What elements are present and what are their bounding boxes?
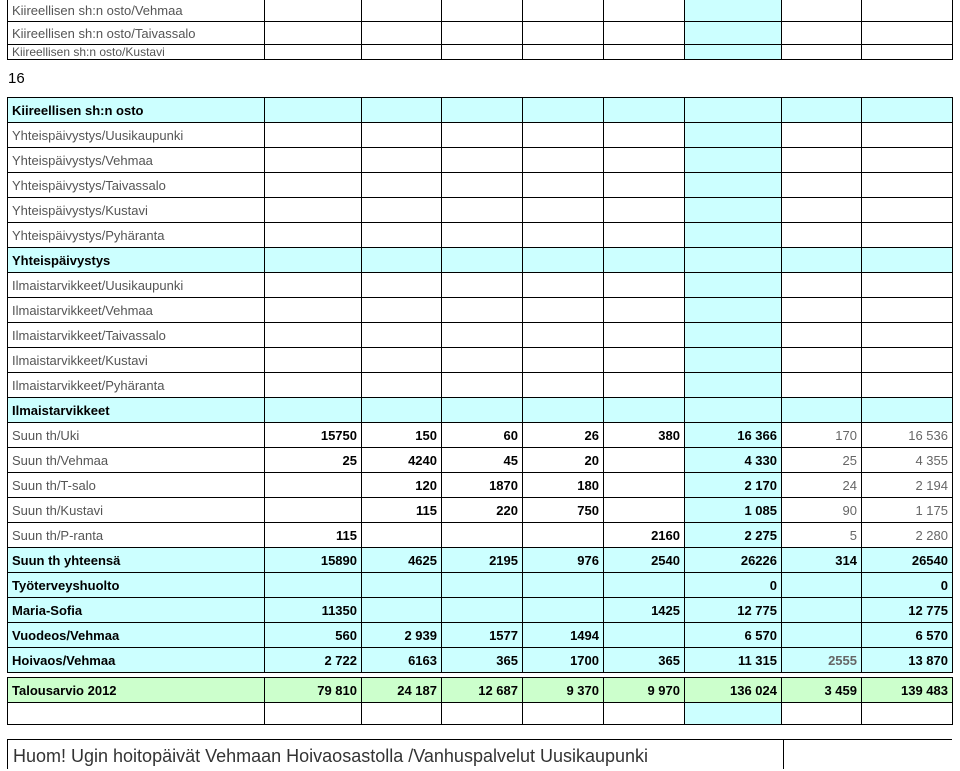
value-cell[interactable]	[523, 173, 604, 198]
value-cell[interactable]	[862, 348, 953, 373]
value-cell[interactable]	[265, 473, 362, 498]
value-cell[interactable]	[523, 398, 604, 423]
value-cell[interactable]: 2160	[604, 523, 685, 548]
value-cell[interactable]	[862, 703, 953, 725]
table-row	[8, 398, 953, 423]
value-cell[interactable]	[862, 0, 953, 22]
value-cell[interactable]: 560	[265, 623, 362, 648]
value-cell[interactable]	[604, 448, 685, 473]
table-row	[8, 273, 953, 298]
value-cell[interactable]	[685, 373, 782, 398]
value-cell[interactable]: 9 970	[604, 678, 685, 703]
value-cell[interactable]	[685, 298, 782, 323]
table-row	[8, 548, 953, 573]
value-cell[interactable]	[265, 498, 362, 523]
row-label[interactable]: Ilmaistarvikkeet/Pyhäranta	[8, 373, 265, 398]
table-row	[8, 173, 953, 198]
value-cell[interactable]	[442, 523, 523, 548]
value-cell[interactable]	[604, 473, 685, 498]
value-cell[interactable]	[862, 398, 953, 423]
table-row	[8, 573, 953, 598]
value-cell[interactable]	[442, 703, 523, 725]
value-cell[interactable]	[523, 348, 604, 373]
value-cell[interactable]	[604, 348, 685, 373]
value-cell[interactable]	[265, 703, 362, 725]
value-cell[interactable]	[442, 173, 523, 198]
value-cell[interactable]: 150	[362, 423, 442, 448]
value-cell[interactable]	[685, 148, 782, 173]
page-number: 16	[8, 70, 25, 87]
value-cell[interactable]	[362, 45, 442, 60]
value-cell[interactable]: 90	[782, 498, 862, 523]
value-cell[interactable]: 15890	[265, 548, 362, 573]
value-cell[interactable]: 6 570	[685, 623, 782, 648]
value-cell[interactable]	[442, 123, 523, 148]
value-cell[interactable]	[523, 373, 604, 398]
table-row	[8, 148, 953, 173]
value-cell[interactable]	[362, 148, 442, 173]
table-row	[8, 598, 953, 623]
value-cell[interactable]	[265, 0, 362, 22]
value-cell[interactable]	[523, 98, 604, 123]
table-row	[8, 523, 953, 548]
value-cell[interactable]	[782, 0, 862, 22]
value-cell[interactable]	[782, 123, 862, 148]
value-cell[interactable]: 1 085	[685, 498, 782, 523]
value-cell[interactable]	[362, 523, 442, 548]
value-cell[interactable]	[685, 0, 782, 22]
value-cell[interactable]: 12 775	[862, 598, 953, 623]
value-cell[interactable]	[862, 123, 953, 148]
value-cell[interactable]: 4240	[362, 448, 442, 473]
value-cell[interactable]: 24 187	[362, 678, 442, 703]
value-cell[interactable]	[442, 273, 523, 298]
row-label[interactable]: Ilmaistarvikkeet/Kustavi	[8, 348, 265, 373]
row-label[interactable]: Kiireellisen sh:n osto/Taivassalo	[8, 22, 265, 45]
value-cell[interactable]	[782, 22, 862, 45]
value-cell[interactable]	[782, 398, 862, 423]
value-cell[interactable]	[362, 273, 442, 298]
value-cell[interactable]: 26226	[685, 548, 782, 573]
value-cell[interactable]	[523, 573, 604, 598]
value-cell[interactable]: 2 722	[265, 648, 362, 673]
value-cell[interactable]	[265, 298, 362, 323]
value-cell[interactable]: 139 483	[862, 678, 953, 703]
value-cell[interactable]	[782, 598, 862, 623]
value-cell[interactable]	[782, 248, 862, 273]
table-row	[8, 198, 953, 223]
table-row	[8, 498, 953, 523]
value-cell[interactable]: 5	[782, 523, 862, 548]
value-cell[interactable]	[362, 123, 442, 148]
value-cell[interactable]	[265, 323, 362, 348]
value-cell[interactable]	[362, 0, 442, 22]
value-cell[interactable]	[265, 22, 362, 45]
row-label[interactable]: Suun th/P-ranta	[8, 523, 265, 548]
value-cell[interactable]: 24	[782, 473, 862, 498]
value-cell[interactable]	[265, 248, 362, 273]
value-cell[interactable]	[523, 198, 604, 223]
value-cell[interactable]: 12 775	[685, 598, 782, 623]
value-cell[interactable]	[685, 45, 782, 60]
value-cell[interactable]: 45	[442, 448, 523, 473]
value-cell[interactable]	[523, 45, 604, 60]
value-cell[interactable]	[604, 703, 685, 725]
value-cell[interactable]	[604, 248, 685, 273]
value-cell[interactable]: 180	[523, 473, 604, 498]
table-row	[8, 473, 953, 498]
value-cell[interactable]	[265, 173, 362, 198]
row-label[interactable]: Suun th/Vehmaa	[8, 448, 265, 473]
value-cell[interactable]: 2540	[604, 548, 685, 573]
value-cell[interactable]: 170	[782, 423, 862, 448]
row-label[interactable]: Yhteispäivystys/Vehmaa	[8, 148, 265, 173]
value-cell[interactable]	[604, 45, 685, 60]
budget-table	[7, 97, 953, 725]
value-cell[interactable]: 16 536	[862, 423, 953, 448]
value-cell[interactable]	[265, 373, 362, 398]
row-label[interactable]: Yhteispäivystys/Kustavi	[8, 198, 265, 223]
value-cell[interactable]	[782, 703, 862, 725]
value-cell[interactable]	[442, 223, 523, 248]
value-cell[interactable]	[862, 248, 953, 273]
value-cell[interactable]	[604, 173, 685, 198]
value-cell[interactable]	[442, 98, 523, 123]
table-row	[8, 223, 953, 248]
value-cell[interactable]	[265, 348, 362, 373]
row-label[interactable]: Suun th/Uki	[8, 423, 265, 448]
value-cell[interactable]: 380	[604, 423, 685, 448]
value-cell[interactable]	[523, 0, 604, 22]
value-cell[interactable]	[442, 148, 523, 173]
value-cell[interactable]	[523, 703, 604, 725]
value-cell[interactable]	[782, 223, 862, 248]
value-cell[interactable]	[685, 703, 782, 725]
value-cell[interactable]	[604, 273, 685, 298]
value-cell[interactable]	[604, 373, 685, 398]
value-cell[interactable]	[685, 98, 782, 123]
value-cell[interactable]	[523, 123, 604, 148]
table-row	[8, 348, 953, 373]
value-cell[interactable]	[782, 148, 862, 173]
value-cell[interactable]: 26	[523, 423, 604, 448]
value-cell[interactable]	[782, 373, 862, 398]
value-cell[interactable]: 120	[362, 473, 442, 498]
value-cell[interactable]	[685, 348, 782, 373]
value-cell[interactable]	[442, 398, 523, 423]
value-cell[interactable]	[604, 398, 685, 423]
value-cell[interactable]	[862, 273, 953, 298]
row-label[interactable]: Kiireellisen sh:n osto/Kustavi	[8, 45, 265, 60]
value-cell[interactable]	[782, 298, 862, 323]
value-cell[interactable]	[523, 22, 604, 45]
value-cell[interactable]	[604, 298, 685, 323]
value-cell[interactable]	[862, 373, 953, 398]
value-cell[interactable]: 136 024	[685, 678, 782, 703]
value-cell[interactable]	[862, 148, 953, 173]
value-cell[interactable]	[782, 98, 862, 123]
table-row	[8, 423, 953, 448]
value-cell[interactable]	[362, 22, 442, 45]
value-cell[interactable]	[265, 223, 362, 248]
table-row	[8, 45, 953, 60]
value-cell[interactable]	[265, 98, 362, 123]
value-cell[interactable]: 11350	[265, 598, 362, 623]
table-row	[8, 648, 953, 673]
value-cell[interactable]: 2195	[442, 548, 523, 573]
row-label[interactable]: Ilmaistarvikkeet/Taivassalo	[8, 323, 265, 348]
value-cell[interactable]: 115	[265, 523, 362, 548]
value-cell[interactable]: 220	[442, 498, 523, 523]
row-label[interactable]: Vuodeos/Vehmaa	[8, 623, 265, 648]
row-label[interactable]: Yhteispäivystys	[8, 248, 265, 273]
top-table-fragment	[7, 0, 953, 60]
row-label[interactable]: Kiireellisen sh:n osto/Vehmaa	[8, 0, 265, 22]
value-cell[interactable]	[442, 298, 523, 323]
value-cell[interactable]: 0	[862, 573, 953, 598]
value-cell[interactable]: 365	[442, 648, 523, 673]
value-cell[interactable]	[265, 148, 362, 173]
value-cell[interactable]: 15750	[265, 423, 362, 448]
value-cell[interactable]	[265, 273, 362, 298]
value-cell[interactable]	[604, 148, 685, 173]
value-cell[interactable]	[862, 45, 953, 60]
value-cell[interactable]	[782, 323, 862, 348]
value-cell[interactable]	[265, 45, 362, 60]
value-cell[interactable]	[685, 248, 782, 273]
value-cell[interactable]	[523, 248, 604, 273]
value-cell[interactable]: 20	[523, 448, 604, 473]
value-cell[interactable]: 750	[523, 498, 604, 523]
value-cell[interactable]: 60	[442, 423, 523, 448]
value-cell[interactable]	[442, 373, 523, 398]
value-cell[interactable]	[362, 223, 442, 248]
value-cell[interactable]: 2 280	[862, 523, 953, 548]
value-cell[interactable]	[442, 248, 523, 273]
value-cell[interactable]: 12 687	[442, 678, 523, 703]
value-cell[interactable]	[604, 498, 685, 523]
value-cell[interactable]	[362, 373, 442, 398]
value-cell[interactable]	[685, 223, 782, 248]
footnote-spacer	[784, 739, 952, 769]
value-cell[interactable]	[782, 573, 862, 598]
value-cell[interactable]: 16 366	[685, 423, 782, 448]
row-label[interactable]	[8, 703, 265, 725]
value-cell[interactable]	[604, 98, 685, 123]
value-cell[interactable]	[362, 298, 442, 323]
value-cell[interactable]	[442, 45, 523, 60]
value-cell[interactable]: 115	[362, 498, 442, 523]
value-cell[interactable]: 2 194	[862, 473, 953, 498]
value-cell[interactable]	[523, 323, 604, 348]
value-cell[interactable]	[523, 523, 604, 548]
value-cell[interactable]: 4625	[362, 548, 442, 573]
row-label[interactable]: Yhteispäivystys/Pyhäranta	[8, 223, 265, 248]
value-cell[interactable]: 2555	[782, 648, 862, 673]
value-cell[interactable]	[685, 123, 782, 148]
value-cell[interactable]	[604, 323, 685, 348]
value-cell[interactable]	[265, 123, 362, 148]
value-cell[interactable]: 4 330	[685, 448, 782, 473]
value-cell[interactable]	[862, 198, 953, 223]
value-cell[interactable]: 314	[782, 548, 862, 573]
value-cell[interactable]	[604, 123, 685, 148]
value-cell[interactable]	[604, 223, 685, 248]
value-cell[interactable]: 1700	[523, 648, 604, 673]
value-cell[interactable]: 25	[782, 448, 862, 473]
value-cell[interactable]: 9 370	[523, 678, 604, 703]
value-cell[interactable]: 13 870	[862, 648, 953, 673]
row-label[interactable]: Ilmaistarvikkeet/Uusikaupunki	[8, 273, 265, 298]
value-cell[interactable]	[782, 273, 862, 298]
table-row	[8, 298, 953, 323]
row-label[interactable]: Suun th/Kustavi	[8, 498, 265, 523]
table-row	[8, 373, 953, 398]
value-cell[interactable]	[442, 323, 523, 348]
value-cell[interactable]	[523, 148, 604, 173]
value-cell[interactable]: 26540	[862, 548, 953, 573]
value-cell[interactable]: 3 459	[782, 678, 862, 703]
value-cell[interactable]: 0	[685, 573, 782, 598]
value-cell[interactable]	[523, 298, 604, 323]
value-cell[interactable]	[362, 348, 442, 373]
value-cell[interactable]	[442, 22, 523, 45]
value-cell[interactable]: 1425	[604, 598, 685, 623]
value-cell[interactable]	[862, 298, 953, 323]
value-cell[interactable]	[862, 323, 953, 348]
value-cell[interactable]	[782, 45, 862, 60]
value-cell[interactable]	[442, 0, 523, 22]
value-cell[interactable]	[685, 22, 782, 45]
value-cell[interactable]	[265, 398, 362, 423]
value-cell[interactable]	[685, 173, 782, 198]
value-cell[interactable]: 6163	[362, 648, 442, 673]
table-row	[8, 623, 953, 648]
row-label[interactable]: Maria-Sofia	[8, 598, 265, 623]
value-cell[interactable]	[782, 623, 862, 648]
row-label[interactable]: Kiireellisen sh:n osto	[8, 98, 265, 123]
row-label[interactable]: Talousarvio 2012	[8, 678, 265, 703]
value-cell[interactable]	[442, 348, 523, 373]
value-cell[interactable]	[362, 98, 442, 123]
value-cell[interactable]: 6 570	[862, 623, 953, 648]
value-cell[interactable]	[685, 273, 782, 298]
value-cell[interactable]	[265, 198, 362, 223]
table-row	[8, 323, 953, 348]
value-cell[interactable]	[362, 173, 442, 198]
value-cell[interactable]: 1494	[523, 623, 604, 648]
value-cell[interactable]	[523, 223, 604, 248]
value-cell[interactable]	[362, 398, 442, 423]
value-cell[interactable]: 25	[265, 448, 362, 473]
value-cell[interactable]	[862, 223, 953, 248]
value-cell[interactable]	[604, 198, 685, 223]
row-label[interactable]: Yhteispäivystys/Taivassalo	[8, 173, 265, 198]
table-row	[8, 123, 953, 148]
value-cell[interactable]: 365	[604, 648, 685, 673]
value-cell[interactable]	[604, 573, 685, 598]
table-row	[8, 448, 953, 473]
value-cell[interactable]	[862, 98, 953, 123]
row-label[interactable]: Suun th/T-salo	[8, 473, 265, 498]
value-cell[interactable]: 11 315	[685, 648, 782, 673]
value-cell[interactable]	[362, 598, 442, 623]
value-cell[interactable]: 4 355	[862, 448, 953, 473]
value-cell[interactable]: 79 810	[265, 678, 362, 703]
value-cell[interactable]: 2 170	[685, 473, 782, 498]
value-cell[interactable]	[523, 273, 604, 298]
value-cell[interactable]	[604, 0, 685, 22]
row-label[interactable]: Hoivaos/Vehmaa	[8, 648, 265, 673]
value-cell[interactable]	[265, 573, 362, 598]
value-cell[interactable]	[782, 198, 862, 223]
row-label[interactable]: Ilmaistarvikkeet/Vehmaa	[8, 298, 265, 323]
value-cell[interactable]	[782, 173, 862, 198]
footnote: Huom! Ugin hoitopäivät Vehmaan Hoivaosastolla /Vanhuspalvelut Uusikaupunki	[7, 739, 784, 769]
value-cell[interactable]	[362, 323, 442, 348]
table-row	[8, 0, 953, 22]
value-cell[interactable]	[442, 198, 523, 223]
value-cell[interactable]: 1 175	[862, 498, 953, 523]
total-row	[8, 678, 953, 703]
value-cell[interactable]: 1870	[442, 473, 523, 498]
value-cell[interactable]	[604, 623, 685, 648]
value-cell[interactable]	[442, 598, 523, 623]
value-cell[interactable]	[604, 22, 685, 45]
value-cell[interactable]	[862, 22, 953, 45]
table-row	[8, 22, 953, 45]
value-cell[interactable]: 1577	[442, 623, 523, 648]
table-row	[8, 703, 953, 725]
value-cell[interactable]	[685, 323, 782, 348]
value-cell[interactable]	[685, 398, 782, 423]
row-label[interactable]: Ilmaistarvikkeet	[8, 398, 265, 423]
value-cell[interactable]: 976	[523, 548, 604, 573]
row-label[interactable]: Yhteispäivystys/Uusikaupunki	[8, 123, 265, 148]
value-cell[interactable]	[362, 703, 442, 725]
value-cell[interactable]	[362, 248, 442, 273]
row-label[interactable]: Työterveyshuolto	[8, 573, 265, 598]
value-cell[interactable]: 2 939	[362, 623, 442, 648]
value-cell[interactable]	[782, 348, 862, 373]
table-row	[8, 248, 953, 273]
table-row	[8, 98, 953, 123]
value-cell[interactable]	[523, 598, 604, 623]
value-cell[interactable]	[442, 573, 523, 598]
value-cell[interactable]: 2 275	[685, 523, 782, 548]
value-cell[interactable]	[362, 573, 442, 598]
row-label[interactable]: Suun th yhteensä	[8, 548, 265, 573]
value-cell[interactable]	[862, 173, 953, 198]
value-cell[interactable]	[362, 198, 442, 223]
value-cell[interactable]	[685, 198, 782, 223]
